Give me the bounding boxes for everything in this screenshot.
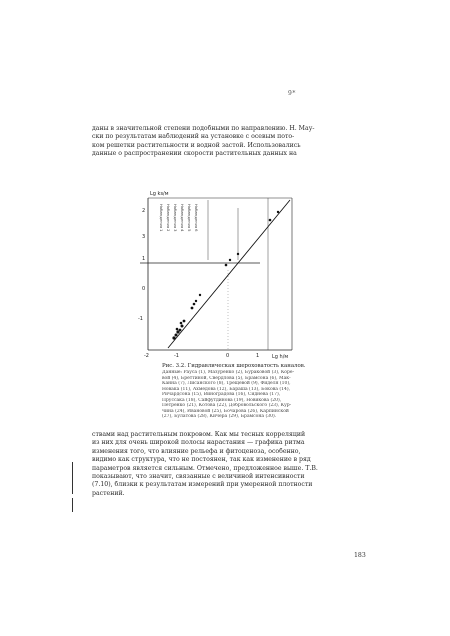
legend-label: Наблюдения 5 [187,204,191,232]
text-line: (7.10), близки к результатам измерений при умеренной плотности [92,481,313,489]
data-point [176,328,179,331]
text-line: растений. [92,489,125,497]
text-line: параметров является сильным. Отмечено, предложенное выше. Т.В. [92,464,318,472]
text-line: ком решетки растительности и водной застой. Использовались [92,141,301,149]
text-line: изменения того, что влияние рельефа и фитоценоза, особенно, [92,447,301,455]
y-tick-label: 0 [142,286,146,292]
text-line: даны в значительной степени подобными по направлению. Н. Мау- [92,125,315,132]
data-point [277,211,279,213]
legend [159,204,198,232]
caption-line: Канна (7), Лисанского (8), Трещёвой (9), Фиделя (10), [162,381,291,386]
data-point [191,307,194,310]
figure [130,190,320,360]
data-point [225,264,228,267]
figure-plot [130,190,320,360]
data-point [199,294,201,296]
regression-line [168,200,290,348]
legend-label: Наблюдения 3 [173,204,177,232]
y-axis-title: Lg ks/м [150,191,169,197]
data-point [237,253,239,255]
x-tick-label: -1 [174,353,179,359]
data-point [179,329,182,332]
caption-line: чина (24), Ивановой (25), Бочарова (26), Карпинской [162,408,289,414]
data-point [269,219,272,222]
x-axis-title: Lg h/м [272,354,289,360]
paragraph-bottom [92,431,356,498]
data-point [183,320,186,323]
caption-line: вой (4), Бреттиной, Свердлова (5), Брамсона (6), Мак- [162,375,291,381]
data-point [193,303,196,306]
text-line: показывают, что значит, связанные с величиной интенсивности [92,473,305,481]
text-line: ствами над растительным покровом. Как мы тесных корреляций [92,431,306,438]
caption-line: Данные: Рауса (1), Мазуренко (2), Бураковой (3), Коре- [162,370,295,375]
caption-line: Ричардсона (15), Виноградова (16), Сиднева (17), [162,392,281,397]
caption-line: Новака (11), Ахмедова (12), Бараша (13), Бокова (14), [162,386,291,392]
x-tick-label: -2 [144,353,149,359]
figure-caption [162,363,312,420]
data-point [229,259,231,261]
margin-mark [72,498,73,512]
text-line: из них для очень широкой полосы нарастания — графика ритма [92,439,305,447]
y-tick-label: 3 [142,234,146,240]
data-point [181,325,184,328]
data-point [180,322,183,325]
x-tick-label: 0 [226,353,230,359]
data-point [175,334,178,337]
caption-line: (27), Булатова (28), Кичера (29), Брамсона (30). [162,414,277,419]
y-tick-label: -1 [138,316,143,322]
running-header: 9* [288,90,296,97]
legend-label: Наблюдения 4 [180,204,184,232]
margin-mark [72,462,73,494]
caption-title: Рис. 3.2. Гидравлическая шероховатость каналов. [162,363,306,369]
legend-label: Наблюдения 1 [159,204,163,232]
text-line: видимо как структура, что не постоянен, так как изменение в ряд [92,456,311,464]
text-line: ски по результатам наблюдений на установке с осевым пото- [92,133,295,141]
legend-label: Наблюдения 2 [166,204,170,232]
y-tick-label: 1 [142,256,146,262]
caption-line: Пруссака (18), Сайфутдинова (19), Новикова (20), [162,397,282,403]
x-tick-label: 1 [256,353,260,359]
page-number: 183 [354,552,366,559]
y-tick-label: 2 [142,208,146,214]
legend-label: Наблюдения 6 [194,204,198,232]
caption-line: Петренко (21), Котова (22), Добровольского (23), Кур- [162,403,292,408]
paragraph-top [92,125,350,159]
data-point [172,336,175,339]
text-line: данные о распространении скорости растительных данных на [92,150,297,158]
data-point [195,300,197,302]
